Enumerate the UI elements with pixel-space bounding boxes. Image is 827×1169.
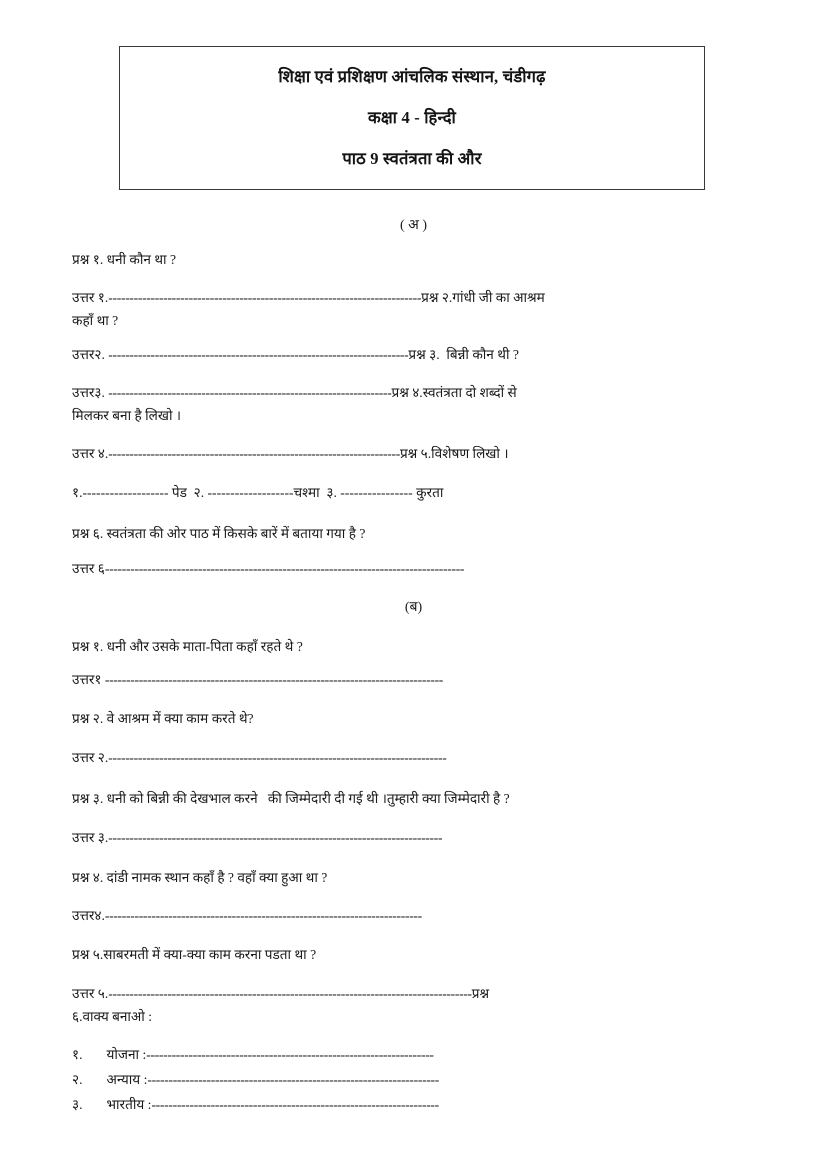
- b-answer-4-dashes[interactable]: ---------------------------------------------------------------------------: [104, 908, 422, 923]
- section-a-answer-3-line: [72, 383, 517, 403]
- header-box: [119, 46, 705, 190]
- answer-1-dashes[interactable]: --------------------------------------------------------------------------: [108, 290, 422, 305]
- section-a-question-1: प्रश्न १. धनी कौन था ?: [72, 252, 176, 267]
- section-a-question-4: प्रश्न ४.स्वतंत्रता दो शब्दों से: [391, 385, 517, 400]
- b-answer-3-prefix: उत्तर ३.: [72, 830, 109, 845]
- class-subject-title: कक्षा 4 - हिन्दी: [367, 108, 457, 128]
- answer-4-prefix: उत्तर ४.: [72, 446, 109, 461]
- section-a-question-4-continuation: मिलकर बना है लिखो ।: [72, 408, 182, 423]
- vocab-1-dashes[interactable]: --------------------------------------------------------------------: [146, 1047, 434, 1062]
- vocab-item-2: [72, 1069, 439, 1088]
- vocab-2-dashes[interactable]: ---------------------------------------------------------------------: [147, 1072, 439, 1087]
- vocab-1-word: योजना: [106, 1047, 140, 1062]
- b-answer-1-dashes[interactable]: --------------------------------------------------------------------------------: [104, 672, 444, 687]
- section-b-question-1: प्रश्न १. धनी और उसके माता-पिता कहाॅं रहते थे ?: [72, 639, 303, 654]
- vocab-2-colon: :: [143, 1072, 148, 1087]
- section-b-answer-4-line: [72, 906, 422, 926]
- adjectives-fill-line[interactable]: १.------------------- पेड २. -------------------चश्मा ३. ---------------- कुरता: [72, 485, 444, 500]
- section-a-question-3: प्रश्न ३. बिन्नी कौन थी ?: [408, 347, 519, 362]
- section-a-answer-6-line: [72, 559, 464, 579]
- vocab-3-colon: :: [147, 1097, 152, 1112]
- section-a-question-6: प्रश्न ६. स्वतंत्रता की ओर पाठ में किसके बारें में बताया गया है ?: [72, 526, 366, 541]
- b-answer-5-dashes[interactable]: --------------------------------------------------------------------------------------: [108, 986, 472, 1001]
- section-b-question-6: ६.वाक्य बनाओ :: [72, 1009, 153, 1024]
- section-b-question-5: प्रश्न ५.साबरमती में क्या-क्या काम करना पडता था ?: [72, 947, 317, 962]
- section-a-label: ( अ ): [399, 218, 428, 233]
- lesson-title: पाठ 9 स्वतंत्रता की और: [342, 148, 482, 168]
- section-b-answer-1-line: [72, 670, 443, 690]
- section-a-answer-4-line: [72, 444, 508, 464]
- section-b-question-3: प्रश्न ३. धनी को बिन्नी की देखभाल करने की जिम्मेदारी दी गई थी ।तुम्हारी क्या जिम्मेदारी है ?: [72, 791, 510, 806]
- section-a-question-2: प्रश्न २.गांधी जी का आश्रम: [421, 290, 545, 305]
- section-b-question-4: प्रश्न ४. दांडी नामक स्थान कहाॅं है ? वहाॅं क्या हुआ था ?: [72, 870, 328, 885]
- b-answer-2-prefix: उत्तर २.: [72, 750, 109, 765]
- section-b-label: (ब): [404, 600, 423, 615]
- vocab-1-number: १.: [72, 1047, 83, 1062]
- vocab-2-number: २.: [72, 1072, 83, 1087]
- vocab-item-1: [72, 1044, 434, 1063]
- section-b-answer-2-line: [72, 748, 446, 768]
- section-b-question-2: प्रश्न २. वे आश्रम में क्या काम करते थे?: [72, 711, 254, 726]
- vocab-item-3: [72, 1094, 439, 1113]
- section-a-question-2-continuation: कहाॅं था ?: [72, 313, 119, 328]
- section-a-answer-1-line: [72, 288, 545, 308]
- answer-2-dashes[interactable]: -----------------------------------------------------------------------: [108, 347, 409, 362]
- answer-4-dashes[interactable]: ---------------------------------------------------------------------: [108, 446, 400, 461]
- answer-2-prefix: उत्तर२.: [72, 347, 109, 362]
- b-answer-1-prefix: उत्तर१: [72, 672, 105, 687]
- section-a-question-5: प्रश्न ५.विशेषण लिखो ।: [399, 446, 509, 461]
- vocab-3-word: भारतीय: [106, 1097, 145, 1112]
- vocab-3-dashes[interactable]: --------------------------------------------------------------------: [151, 1097, 439, 1112]
- answer-3-dashes[interactable]: -------------------------------------------------------------------: [108, 385, 392, 400]
- section-b-question-6-label: प्रश्न: [471, 986, 490, 1001]
- b-answer-5-prefix: उत्तर ५.: [72, 986, 109, 1001]
- answer-3-prefix: उत्तर३.: [72, 385, 109, 400]
- b-answer-2-dashes[interactable]: --------------------------------------------------------------------------------: [108, 750, 447, 765]
- answer-6-prefix: उत्तर ६: [72, 561, 105, 576]
- answer-1-prefix: उत्तर १.: [72, 290, 109, 305]
- section-a-answer-2-line: [72, 345, 519, 365]
- vocab-2-word: अन्याय: [106, 1072, 141, 1087]
- b-answer-4-prefix: उत्तर४.: [72, 908, 105, 923]
- vocab-1-colon: :: [142, 1047, 147, 1062]
- vocab-3-number: ३.: [72, 1097, 83, 1112]
- institution-title: शिक्षा एवं प्रशिक्षण आंचलिक संस्थान, चंडीगढ़: [278, 67, 546, 87]
- answer-6-dashes[interactable]: -------------------------------------------------------------------------------------: [104, 561, 465, 576]
- section-b-answer-5-line: [72, 984, 489, 1004]
- section-b-answer-3-line: [72, 828, 442, 848]
- b-answer-3-dashes[interactable]: -------------------------------------------------------------------------------: [108, 830, 443, 845]
